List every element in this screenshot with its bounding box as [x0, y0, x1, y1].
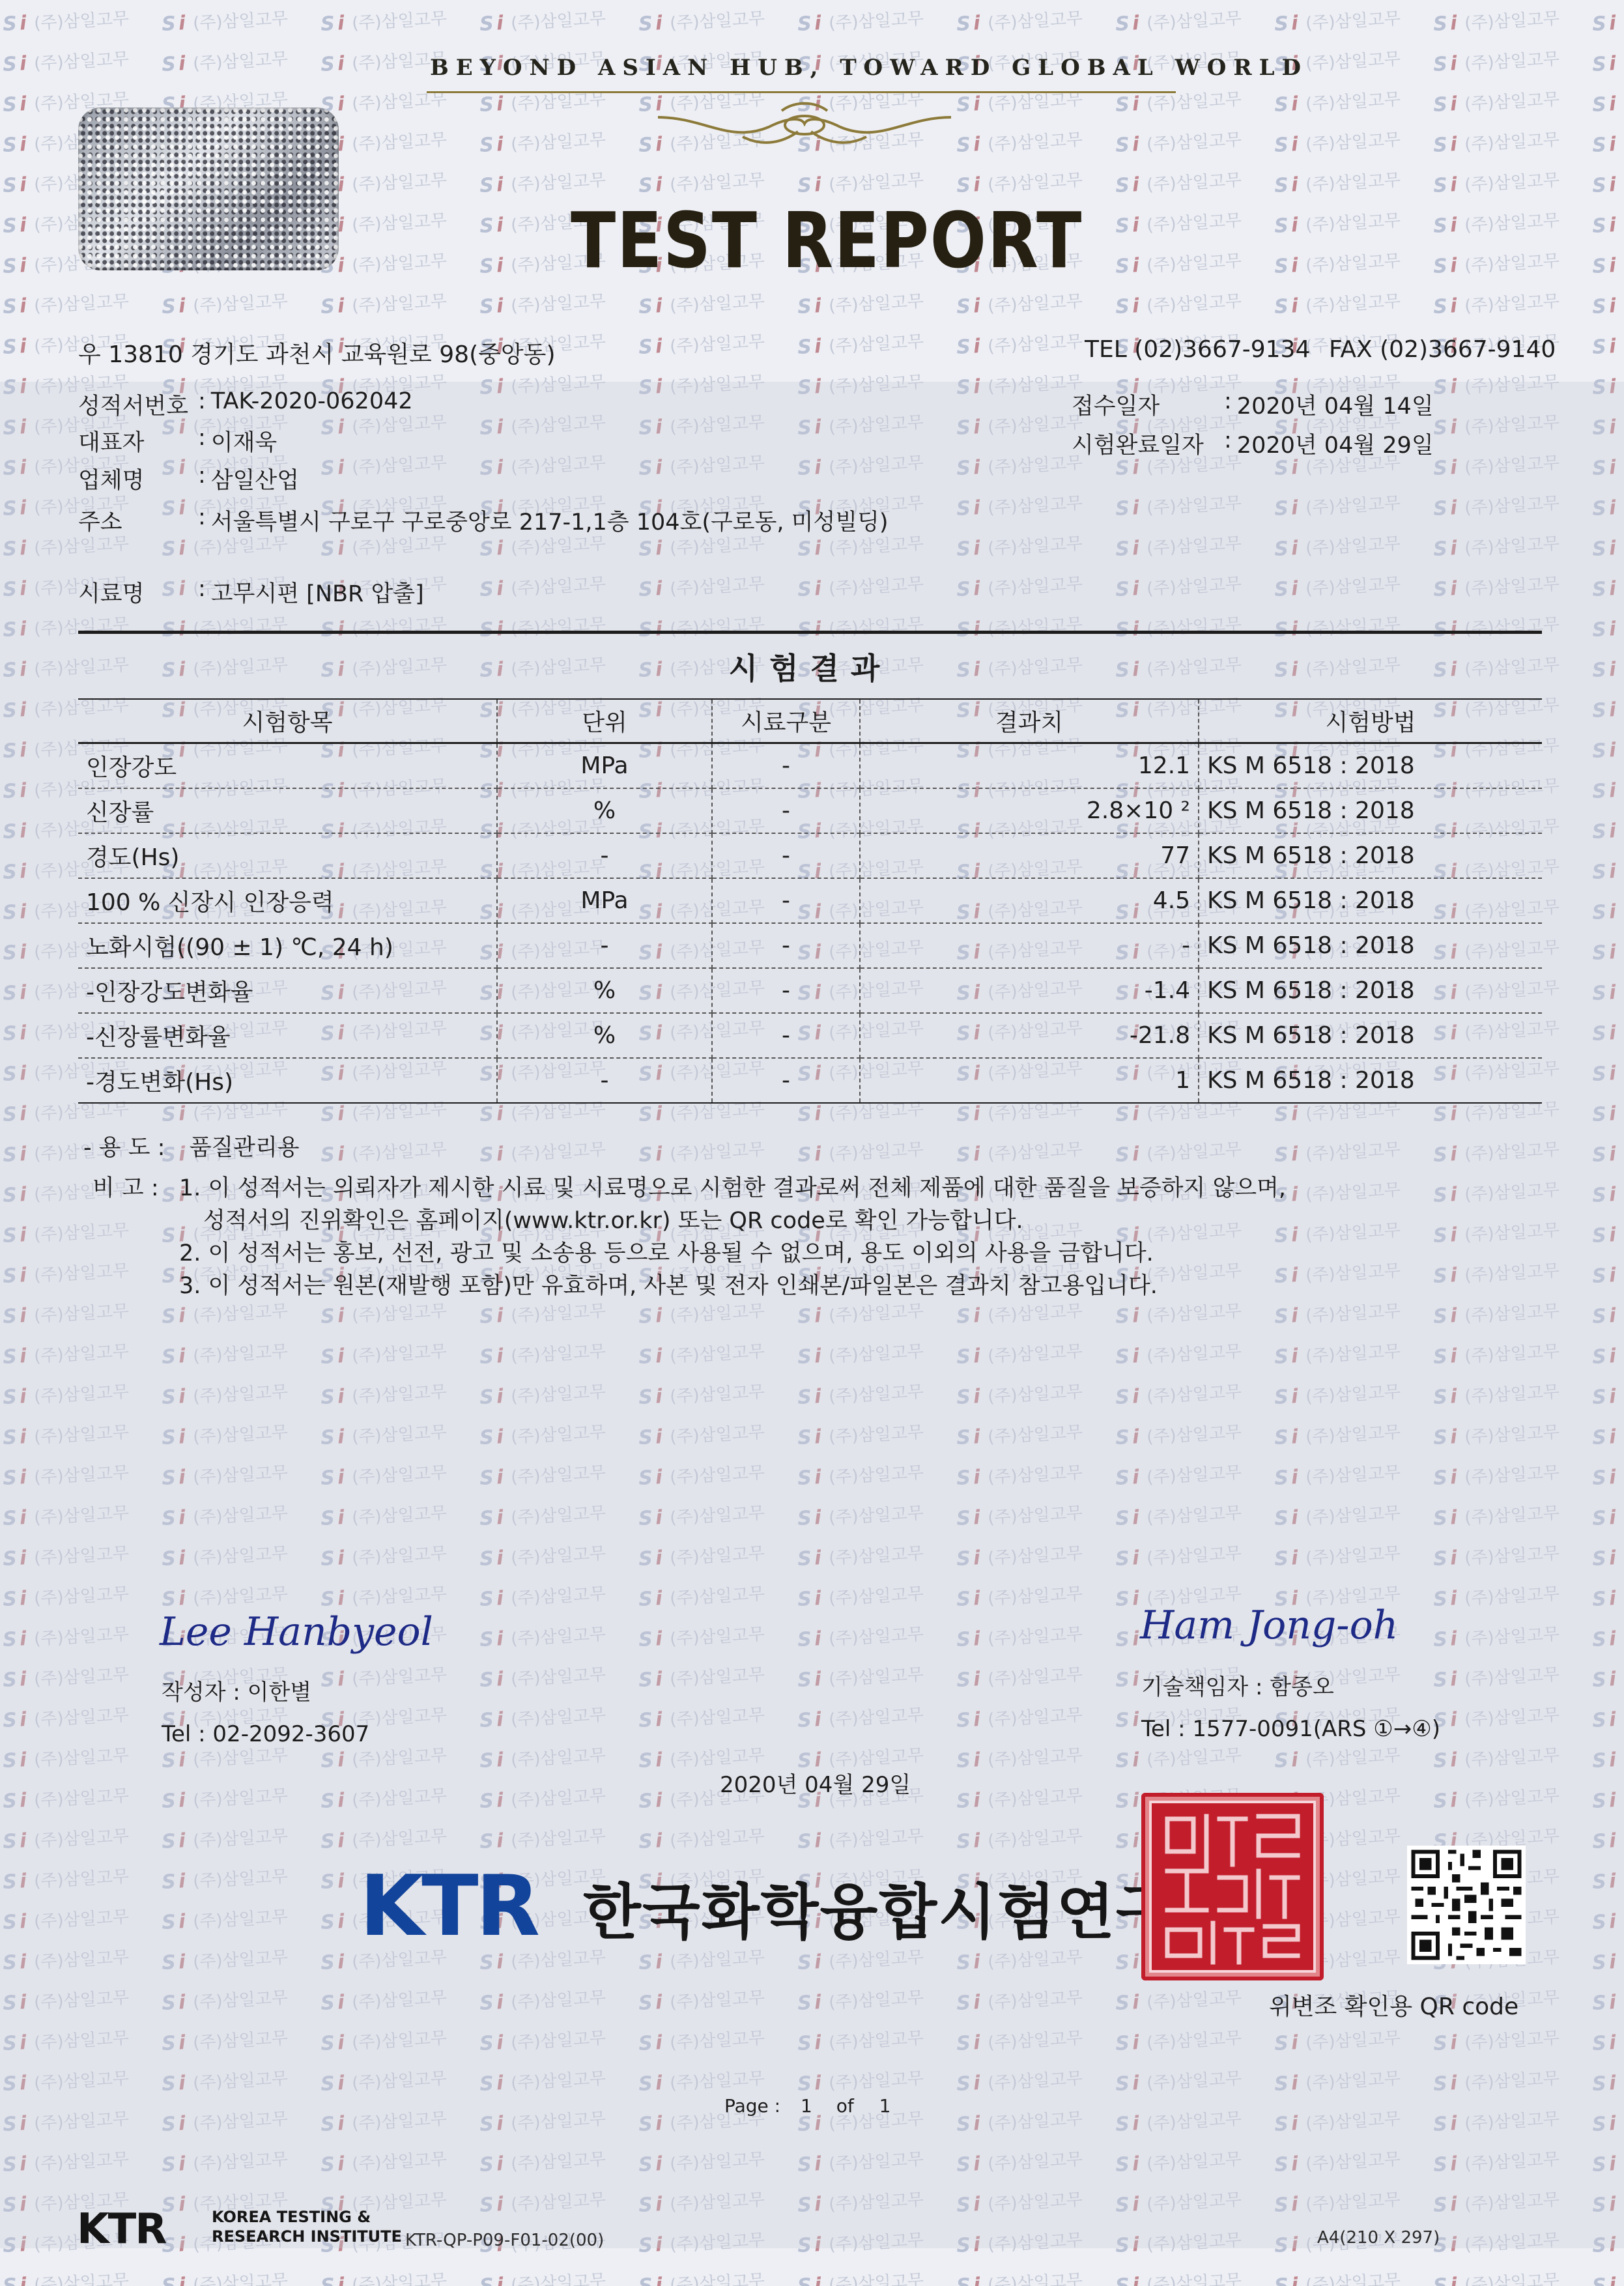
cell-unit: %: [497, 968, 712, 1013]
cell-unit: %: [497, 788, 712, 833]
sample-row: 시료명 : 고무시편 [NBR 압출]: [78, 576, 424, 607]
hologram-sticker: [78, 107, 339, 270]
page-of: of: [836, 2095, 854, 2117]
received-date-row: 접수일자 : 2020년 04월 14일: [1072, 388, 1434, 420]
report-number-label: 성적서번호: [78, 393, 189, 420]
table-top-rule: [78, 631, 1542, 634]
ornament-flourish-icon: [651, 98, 958, 150]
form-code: KTR-QP-P09-F01-02(00): [405, 2231, 605, 2250]
usage-row: [83, 1130, 300, 1162]
cell-result: 1: [860, 1058, 1199, 1103]
company-address-row: 주소 : 서울특별시 구로구 구로중앙로 217-1,1층 104호(구로동, 미성빌딩): [78, 504, 889, 536]
results-table: [78, 698, 1542, 1104]
cell-method: KS M 6518 : 2018: [1199, 1058, 1542, 1103]
results-header-row: [78, 699, 1542, 743]
table-row: [78, 968, 1542, 1013]
footer-ktr-logo: KTR: [77, 2205, 166, 2253]
header-sample-type: 시료구분: [712, 699, 860, 743]
writer-tel: Tel : 02-2092-3607: [162, 1721, 370, 1747]
footer-institute-line2: RESEARCH INSTITUTE: [212, 2227, 402, 2246]
qr-code-icon: [1407, 1846, 1526, 1964]
usage-label: - 용 도 :: [83, 1135, 165, 1161]
cell-sample: -: [712, 1058, 860, 1103]
header-rule: [427, 91, 1176, 93]
representative-value: 이재욱: [210, 430, 278, 456]
cell-unit: MPa: [497, 878, 712, 923]
cell-sample: -: [712, 788, 860, 833]
remark-line-1: 1. 이 성적서는 의뢰자가 제시한 시료 및 시료명으로 시험한 결과로써 전체 제품에 대한 품질을 보증하지 않으며,: [179, 1175, 1287, 1201]
writer-name: 작성자 : 이한별: [162, 1679, 312, 1706]
manager-name: 기술책임자 : 함종오: [1141, 1674, 1334, 1700]
representative-row: 대표자 : 이재욱: [78, 425, 278, 456]
remark-line-2: 2. 이 성적서는 홍보, 선전, 광고 및 소송용 등으로 사용될 수 없으며, 용도 이외의 사용을 금합니다.: [179, 1240, 1154, 1266]
representative-label: 대표자: [78, 430, 145, 456]
report-title: TEST REPORT: [571, 195, 1083, 285]
cell-unit: %: [497, 1013, 712, 1058]
remark-line-3: 3. 이 성적서는 원본(재발행 포함)만 유효하며, 사본 및 전자 인쇄본/파일본은 결과치 참고용입니다.: [179, 1273, 1158, 1299]
cell-sample: -: [712, 1013, 860, 1058]
cell-sample: -: [712, 743, 860, 789]
header-test-item: 시험항목: [78, 699, 497, 743]
cell-result: 4.5: [860, 878, 1199, 923]
cell-unit: -: [497, 923, 712, 968]
company-address-label: 주소: [78, 509, 122, 536]
cell-method: KS M 6518 : 2018: [1199, 1013, 1542, 1058]
cell-result: -: [860, 923, 1199, 968]
official-seal: [1141, 1793, 1324, 1980]
completion-date-value: 2020년 04월 29일: [1236, 433, 1434, 459]
table-row: [78, 1058, 1542, 1103]
report-number-value: TAK-2020-062042: [210, 388, 413, 414]
table-row: [78, 833, 1542, 878]
cell-method: KS M 6518 : 2018: [1199, 923, 1542, 968]
cell-result: -21.8: [860, 1013, 1199, 1058]
header-tagline: BEYOND ASIAN HUB, TOWARD GLOBAL WORLD: [430, 55, 1309, 81]
cell-item: 신장률: [78, 788, 497, 833]
cell-unit: -: [497, 1058, 712, 1103]
cell-item: -신장률변화율: [78, 1013, 497, 1058]
cell-item: 경도(Hs): [78, 833, 497, 878]
results-title: 시험결과: [728, 651, 892, 686]
usage-value: 품질관리용: [189, 1135, 300, 1161]
completion-date-label: 시험완료일자: [1072, 433, 1204, 459]
page-total: 1: [879, 2095, 891, 2117]
sample-label: 시료명: [78, 581, 145, 607]
received-date-label: 접수일자: [1072, 393, 1160, 420]
cell-item: 노화시험((90 ± 1) ℃, 24 h): [78, 923, 497, 968]
writer-signature: Lee Hanbyeol: [160, 1609, 433, 1655]
manager-tel: Tel : 1577-0091(ARS ①→④): [1141, 1716, 1440, 1742]
cell-result: 12.1: [860, 743, 1199, 789]
cell-method: KS M 6518 : 2018: [1199, 743, 1542, 789]
cell-sample: -: [712, 968, 860, 1013]
cell-item: 100 % 신장시 인장응력: [78, 878, 497, 923]
cell-method: KS M 6518 : 2018: [1199, 878, 1542, 923]
header-result: 결과치: [860, 699, 1199, 743]
page-indicator: [724, 2095, 891, 2117]
header-unit: 단위: [497, 699, 712, 743]
completion-date-row: 시험완료일자 : 2020년 04월 29일: [1072, 427, 1434, 459]
cell-unit: -: [497, 833, 712, 878]
cell-item: 인장강도: [78, 743, 497, 789]
page-current: 1: [801, 2095, 812, 2117]
organization-name: 한국화학융합시험연구원장: [583, 1878, 1294, 1947]
footer-institute-line1: KOREA TESTING &: [212, 2208, 371, 2226]
page-label: Page :: [724, 2095, 781, 2117]
remarks-label: 비 고 :: [93, 1175, 159, 1201]
cell-result: 2.8×10 ²: [860, 788, 1199, 833]
table-row: [78, 788, 1542, 833]
company-row: 업체명 : 삼일산업: [78, 463, 300, 494]
cell-item: -인장강도변화율: [78, 968, 497, 1013]
cell-method: KS M 6518 : 2018: [1199, 833, 1542, 878]
company-value: 삼일산업: [210, 468, 300, 494]
cell-sample: -: [712, 833, 860, 878]
issuer-tel: TEL (02)3667-9134: [1085, 336, 1311, 363]
issue-date: 2020년 04월 29일: [720, 1772, 911, 1798]
cell-sample: -: [712, 878, 860, 923]
manager-signature: Ham Jong-oh: [1140, 1603, 1399, 1648]
ktr-logo: KTR: [360, 1858, 538, 1955]
cell-result: 77: [860, 833, 1199, 878]
qr-caption: 위변조 확인용 QR code: [1269, 1993, 1519, 2020]
cell-unit: MPa: [497, 743, 712, 789]
footer-institute: [212, 2207, 402, 2246]
company-label: 업체명: [78, 468, 145, 494]
table-row: [78, 923, 1542, 968]
cell-method: KS M 6518 : 2018: [1199, 968, 1542, 1013]
cell-method: KS M 6518 : 2018: [1199, 788, 1542, 833]
table-row: [78, 743, 1542, 789]
issuer-fax: FAX (02)3667-9140: [1329, 336, 1556, 363]
issuer-address: 우 13810 경기도 과천시 교육원로 98(중앙동): [78, 341, 556, 368]
received-date-value: 2020년 04월 14일: [1236, 393, 1434, 420]
remark-line-1b: 성적서의 진위확인은 홈페이지(www.ktr.or.kr) 또는 QR code로 확인 가능합니다.: [203, 1208, 1023, 1234]
company-address-value: 서울특별시 구로구 구로중앙로 217-1,1층 104호(구로동, 미성빌딩): [210, 509, 889, 536]
report-number-row: 성적서번호 : TAK-2020-062042: [78, 388, 413, 420]
header-method: 시험방법: [1199, 699, 1542, 743]
sample-value: 고무시편 [NBR 압출]: [210, 581, 424, 607]
table-row: [78, 1013, 1542, 1058]
cell-item: -경도변화(Hs): [78, 1058, 497, 1103]
table-row: [78, 878, 1542, 923]
paper-size: A4(210 X 297): [1317, 2228, 1440, 2248]
cell-result: -1.4: [860, 968, 1199, 1013]
cell-sample: -: [712, 923, 860, 968]
